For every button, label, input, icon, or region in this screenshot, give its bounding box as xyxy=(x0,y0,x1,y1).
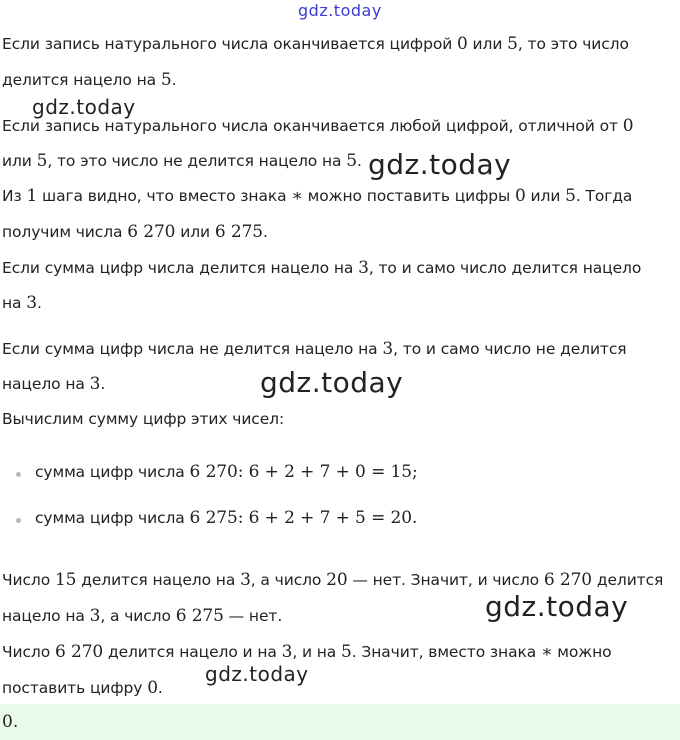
text-line: Если запись натурального числа оканчивается любой цифрой, отличной от 0 xyxy=(2,116,634,136)
text-line: Если сумма цифр числа делится нацело на 3, то и само число делится нацело xyxy=(2,258,642,278)
text-line: получим числа 6 270 или 6 275. xyxy=(2,222,268,242)
answer-value: 0. xyxy=(2,712,19,732)
text-line: Вычислим сумму цифр этих чисел: xyxy=(2,410,285,428)
watermark: gdz.today xyxy=(205,662,309,686)
answer-box xyxy=(0,704,680,740)
text-line: Если сумма цифр числа не делится нацело на 3, то и само число не делится xyxy=(2,339,627,359)
text-line: или 5, то это число не делится нацело на 5. xyxy=(2,151,362,171)
text-line: Число 6 270 делится нацело и на 3, и на 5. Значит, вместо знака ∗ можно xyxy=(2,642,612,662)
text-line: поставить цифру 0. xyxy=(2,678,163,698)
text-line: нацело на 3. xyxy=(2,374,106,394)
text-line: Число 15 делится нацело на 3, а число 20 — нет. Значит, и число 6 270 делится xyxy=(2,570,664,590)
text-line: Из 1 шага видно, что вместо знака ∗ можно поставить цифры 0 или 5. Тогда xyxy=(2,186,633,206)
watermark: gdz.today xyxy=(32,95,136,119)
watermark-top: gdz.today xyxy=(298,1,382,20)
bullet-dot xyxy=(16,518,21,523)
text-line: нацело на 3, а число 6 275 — нет. xyxy=(2,606,283,626)
bullet-dot xyxy=(16,472,21,477)
list-item: сумма цифр числа 6 275: 6 + 2 + 7 + 5 = 20. xyxy=(35,508,418,528)
watermark: gdz.today xyxy=(485,590,629,623)
watermark: gdz.today xyxy=(368,148,512,181)
text-line: делится нацело на 5. xyxy=(2,70,177,90)
text-line: на 3. xyxy=(2,293,42,313)
text-line: Если запись натурального числа оканчивается цифрой 0 или 5, то это число xyxy=(2,34,629,54)
list-item: сумма цифр числа 6 270: 6 + 2 + 7 + 0 = 15; xyxy=(35,462,418,482)
watermark: gdz.today xyxy=(260,366,404,399)
